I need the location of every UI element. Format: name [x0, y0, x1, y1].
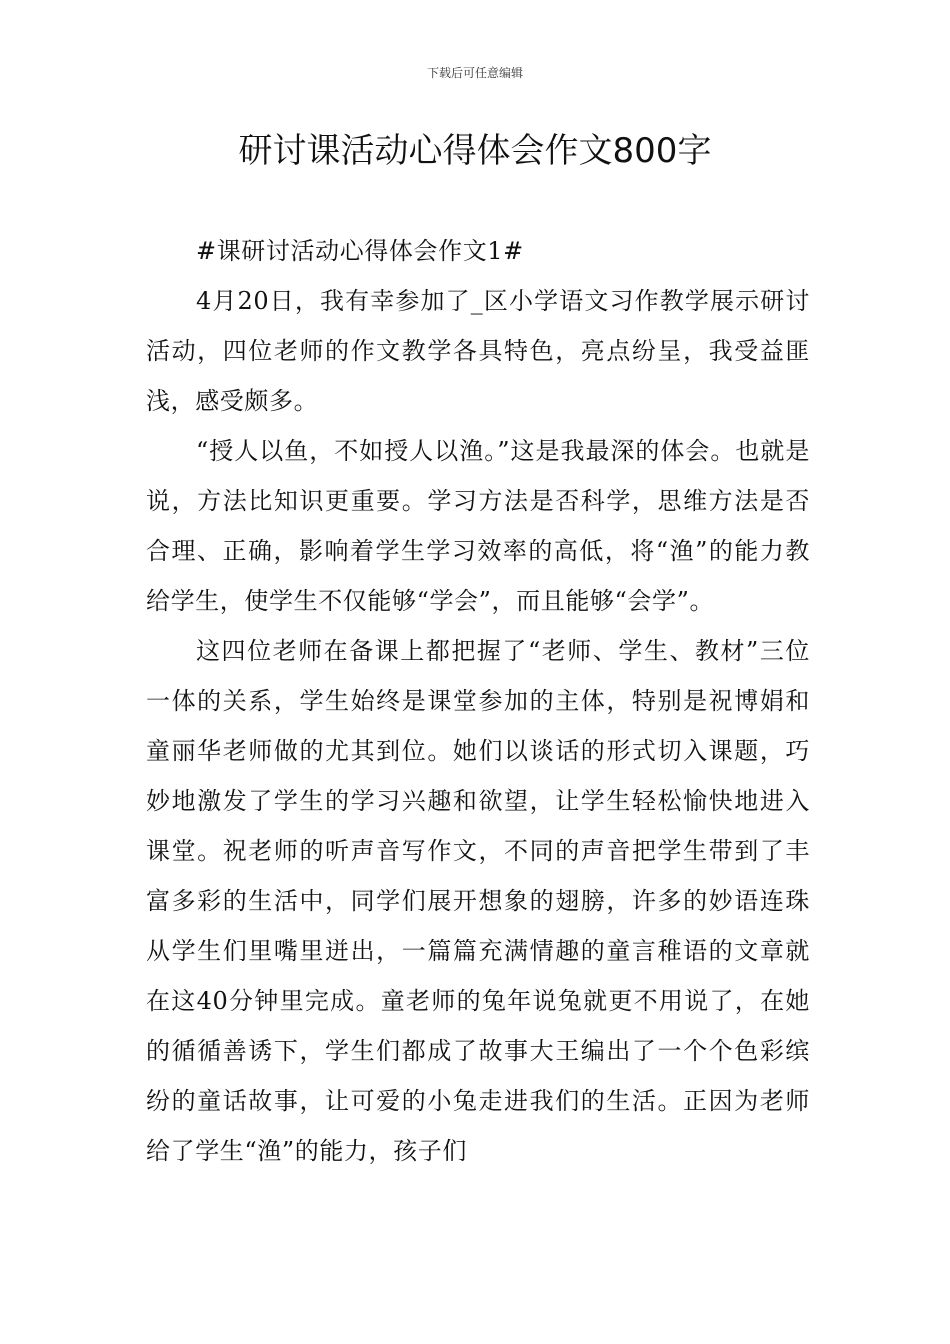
paragraph: “授人以鱼，不如授人以渔。”这是我最深的体会。也就是说，方法比知识更重要。学习方法是否科学，思维方法是否合理、正确，影响着学生学习效率的高低，将“渔”的能力教给学生，使学生不仅能够“学会”，而且能够“会学”。: [146, 437, 810, 615]
section-heading: #课研讨活动心得体会作文1#: [196, 237, 524, 265]
paragraph: 这四位老师在备课上都把握了“老师、学生、教材”三位一体的关系，学生始终是课堂参加的主体，特别是祝博娟和童丽华老师做的尤其到位。她们以谈话的形式切入课题，巧妙地激发了学生的学习兴趣和欲望，让学生轻松愉快地进入课堂。祝老师的听声音写作文，不同的声音把学生带到了丰富多彩的生活中，同学们展开想象的翅膀，许多的妙语连珠从学生们里嘴里迸出，一篇篇充满情趣的童言稚语的文章就在这40分钟里完成。童老师的兔年说兔就更不用说了，在她的循循善诱下，学生们都成了故事大王编出了一个个色彩缤纷的童话故事，让可爱的小兔走进我们的生活。正因为老师给了学生“渔”的能力，孩子们: [146, 637, 810, 1165]
document-body: [146, 226, 810, 1176]
page-header-note: 下载后可任意编辑: [426, 66, 523, 80]
paragraph: 4月20日，我有幸参加了_区小学语文习作教学展示研讨活动，四位老师的作文教学各具特色，亮点纷呈，我受益匪浅，感受颇多。: [146, 287, 810, 415]
document-title: 研讨课活动心得体会作文800字: [238, 131, 712, 171]
